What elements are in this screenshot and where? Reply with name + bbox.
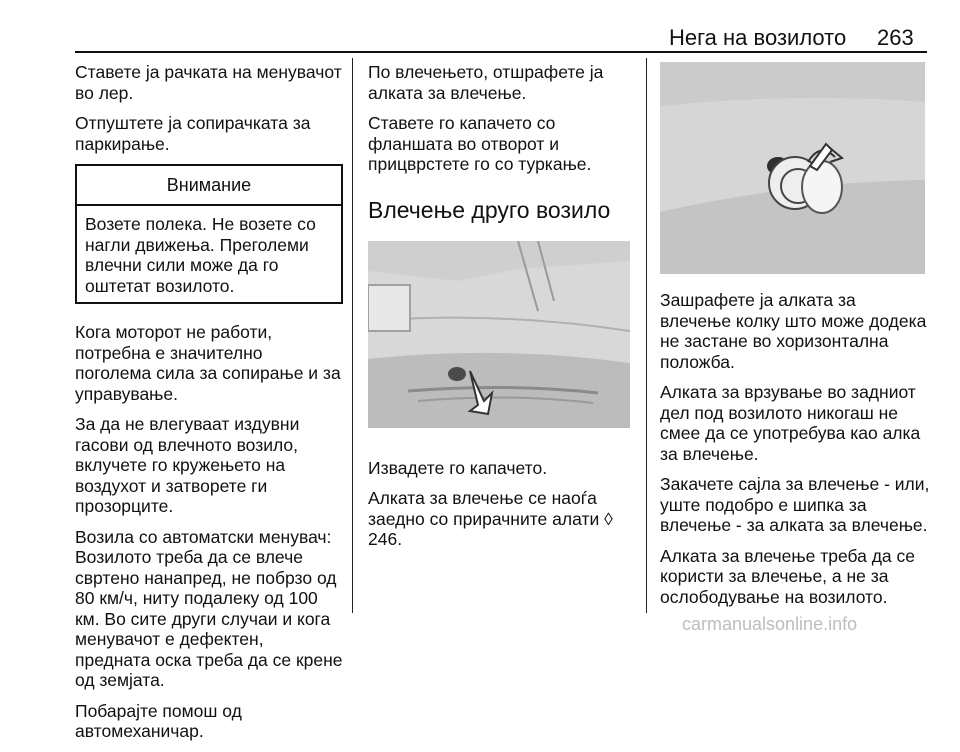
column-3 bbox=[660, 62, 930, 617]
warning-text: Возете полека. Не возете со нагли движења. Преголеми влечни сили може да го оштетат возилото. bbox=[85, 214, 316, 296]
paragraph-tool-location: Алката за влечење се наоѓа заедно со прирачните алати ◊ 246. bbox=[368, 488, 613, 549]
paragraph-neutral-gear: Ставете ја рачката на менувачот во лер. bbox=[75, 62, 342, 103]
rear-bumper-drawing bbox=[368, 241, 630, 428]
paragraph-get-help: Побарајте помош од автомеханичар. bbox=[75, 700, 242, 741]
paragraph-remove-cap: Извадете го капачето. bbox=[368, 457, 548, 478]
warning-box bbox=[75, 164, 343, 304]
page-header bbox=[0, 0, 960, 48]
paragraph-engine-off: Кога моторот не работи, потребна е значително поголема сила за сопирање и за управување. bbox=[75, 322, 341, 404]
rear-bumper-illustration bbox=[368, 241, 630, 428]
paragraph-screw-in-eye: Зашрафете ја алката за влечење колку што може додека не застане во хоризонтална положба. bbox=[660, 290, 927, 372]
towing-eye-drawing bbox=[660, 62, 925, 274]
paragraph-insert-cap: Ставете го капачето со фланшата во отворот и прицврстете го со туркање. bbox=[368, 113, 592, 174]
column-1 bbox=[75, 62, 343, 752]
column-2 bbox=[368, 62, 635, 560]
page-title: Нега на возилото bbox=[669, 25, 847, 50]
paragraph-unscrew-eye: По влечењето, отшрафете ја алката за влечење. bbox=[368, 62, 604, 103]
paragraph-parking-brake: Отпуштете ја сопирачката за паркирање. bbox=[75, 113, 311, 154]
paragraph-automatic-transmission: Возила со автоматски менувач: Возилото треба да се влече свртено нанапред, не побрзо од 80 км/ч, ниту подалеку од 100 км. Во сите други случаи и кога менувачот е дефектен, предната оска треба да се крене од земјата. bbox=[75, 526, 343, 690]
header-rule bbox=[75, 51, 927, 53]
column-divider-right bbox=[646, 58, 647, 613]
paragraph-lashing-eye-warning: Алката за врзување во задниот дел под возилото никогаш не смее да се употребува као алка за влечење. bbox=[660, 382, 921, 464]
page-number: 263 bbox=[877, 25, 914, 50]
watermark: carmanualsonline.info bbox=[682, 614, 858, 634]
column-divider-left bbox=[352, 58, 353, 613]
warning-title: Внимание bbox=[77, 166, 341, 206]
paragraph-eye-usage: Алката за влечење треба да се користи за влечење, а не за ослободување на возилото. bbox=[660, 545, 916, 607]
paragraph-attach-rope: Закачете сајла за влечење - или, уште подобро е шипка за влечење - за алката за влечење. bbox=[660, 474, 930, 535]
towing-eye-illustration bbox=[660, 62, 925, 274]
paragraph-exhaust: За да не влегуваат издувни гасови од влечното возило, вклучете го кружењето на воздухот и затворете ги прозорците. bbox=[75, 414, 300, 516]
section-heading: Влечење друго возило bbox=[368, 196, 611, 223]
